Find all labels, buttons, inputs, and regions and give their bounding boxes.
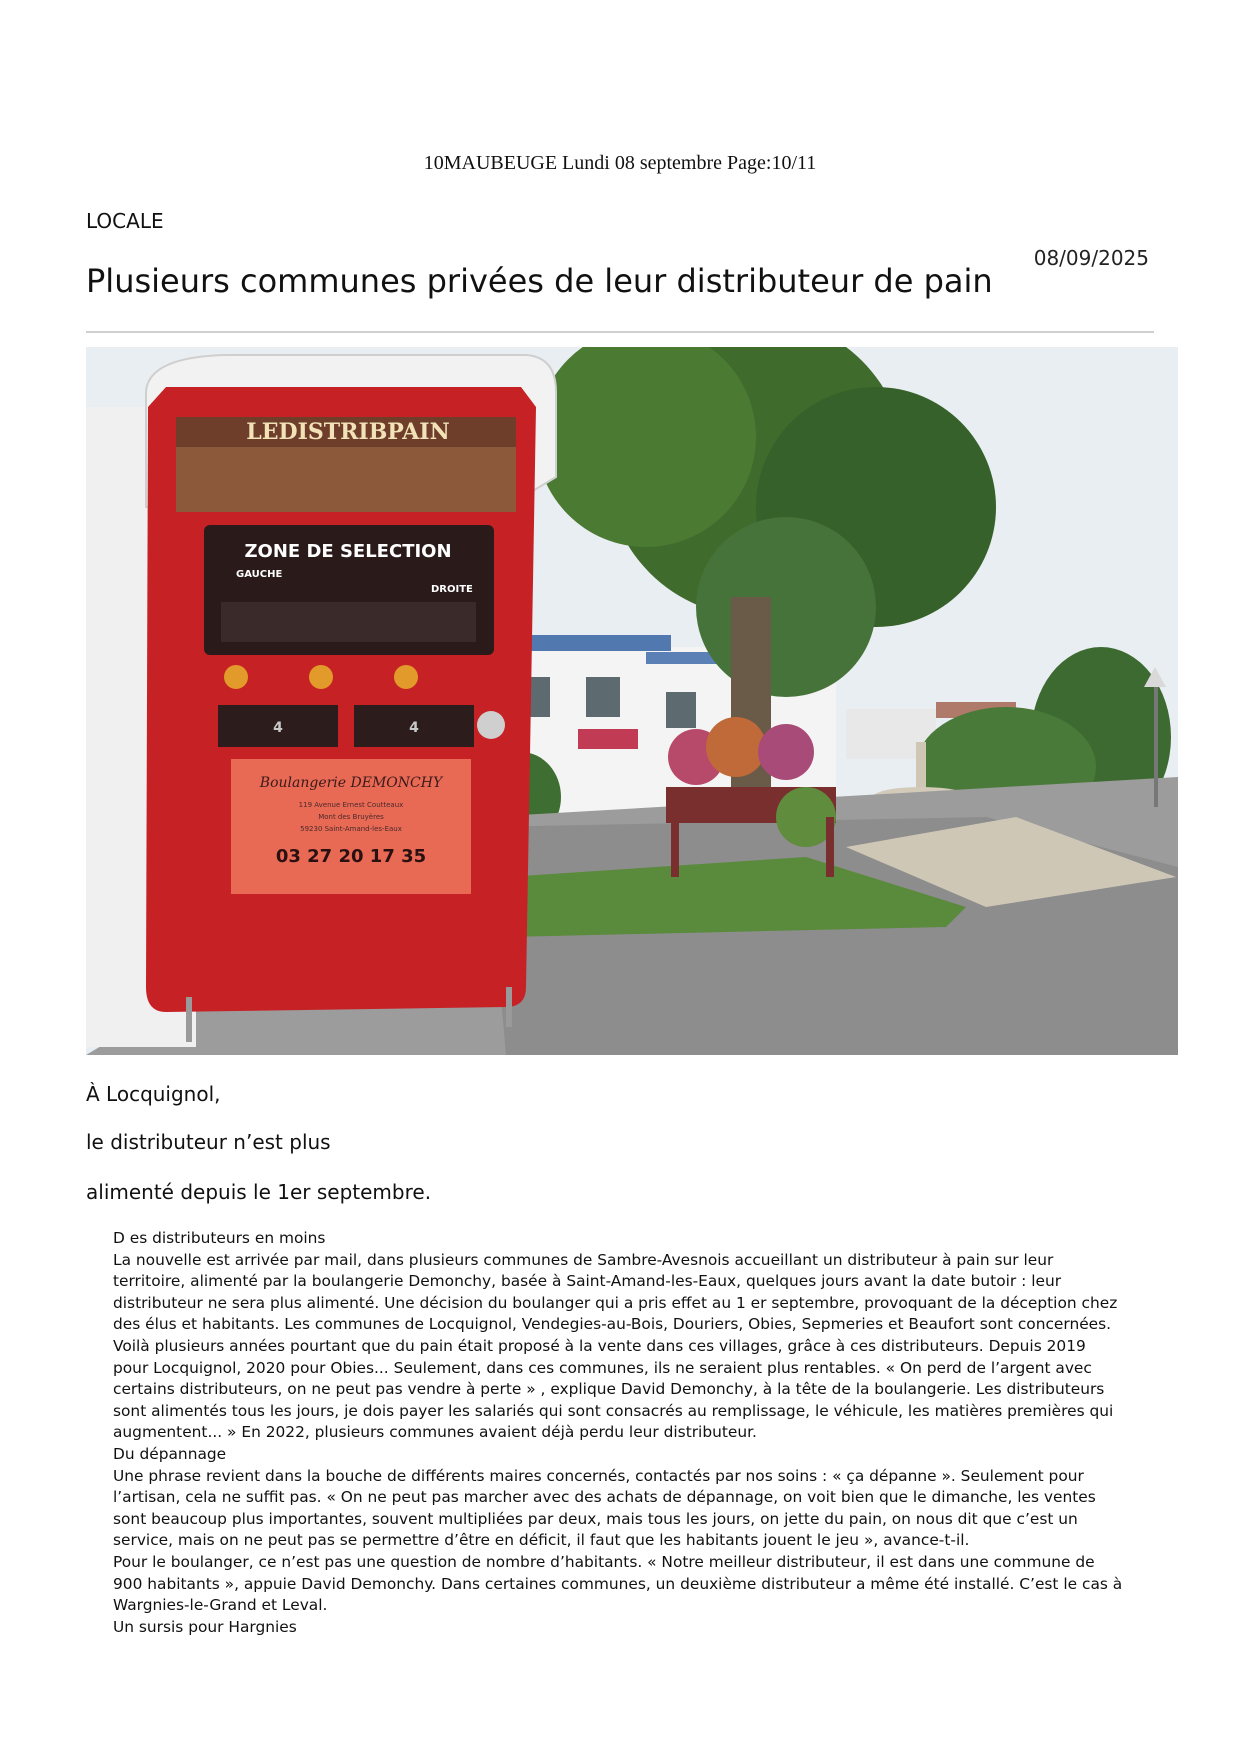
body-paragraph: Voilà plusieurs années pourtant que du pain était proposé à la vente dans ces villages, grâce à ces distributeurs. Depuis 2019 pour Locquignol, 2020 pour Obies... Seulement, dans ces communes, ils ne seraient plus rentables. « On perd de l’argent avec certains distributeurs, on ne peut pas vendre à perte » , explique David Demonchy, à la tête de la boulangerie. Les distributeurs sont alimentés tous les jours, je dois payer les salariés qui sont consacrés au remplissage, le véhicule, les matières premières qui augmentent... » En 2022, plusieurs communes avaient déjà perdu leur distributeur. (113, 1336, 1114, 1442)
subheading-distributeurs: D es distributeurs en moins (113, 1229, 326, 1247)
body-paragraph: Une phrase revient dans la bouche de différents maires concernés, contactés par nos soins : « ça dépanne ». Seulement pour l’artisan, cela ne suffit pas. « On ne peut pas marcher avec des achats de dépannage, on voit bien que le dimanche, les ventes sont beaucoup plus importantes, souvent multipliées par deux, mais tous les jours, on jette du pain, on nous dit que c’est un service, mais on ne peut pas se permettre d’être en déficit, il faut que les habitants jouent le jeu », avance-t-il. (113, 1466, 1096, 1550)
machine-banner: LEDISTRIBPAIN (246, 419, 450, 445)
panel-address-1: 119 Avenue Ernest Coutteaux (298, 801, 404, 809)
panel-address-2: Mont des Bruyères (318, 813, 384, 821)
body-paragraph: Pour le boulanger, ce n’est pas une question de nombre d’habitants. « Notre meilleur distributeur, il est dans une commune de 900 habitants », appuie David Demonchy. Dans certaines communes, un deuxième distributeur a même été installé. C’est le cas à Wargnies-le-Grand et Leval. (113, 1552, 1123, 1615)
lede-line-2: le distributeur n’est plus (86, 1130, 331, 1154)
article-title: Plusieurs communes privées de leur distributeur de pain (86, 262, 993, 300)
article-date: 08/09/2025 (1033, 246, 1149, 270)
article-body (113, 1228, 1123, 1638)
left-slot-number: 4 (273, 720, 283, 736)
screen-heading: ZONE DE SELECTION (244, 541, 452, 562)
panel-address-3: 59230 Saint-Amand-les-Eaux (300, 825, 402, 833)
section-label: LOCALE (86, 209, 164, 233)
screen-right-label: DROITE (431, 584, 473, 595)
panel-bakery-name: Boulangerie DEMONCHY (259, 775, 443, 791)
body-paragraph: La nouvelle est arrivée par mail, dans plusieurs communes de Sambre-Avesnois accueillant un distributeur à pain sur leur territoire, alimenté par la boulangerie Demonchy, basée à Saint-Amand-les-Eaux, quelques jours avant la date butoir : leur distributeur ne sera plus alimenté. Une décision du boulanger qui a pris effet au 1 er septembre, provoquant de la déception chez des élus et habitants. Les communes de Locquignol, Vendegies-au-Bois, Douriers, Obies, Sepmeries et Beaufort sont concernées. (113, 1250, 1118, 1334)
title-divider (86, 331, 1154, 333)
page-header: 10MAUBEUGE Lundi 08 septembre Page:10/11 (423, 152, 817, 174)
screen-left-label: GAUCHE (236, 569, 283, 580)
subheading-depannage: Du dépannage (113, 1444, 227, 1463)
subheading-sursis: Un sursis pour Hargnies (113, 1617, 297, 1636)
lede-line-3: alimenté depuis le 1er septembre. (86, 1180, 432, 1204)
lede-line-1: À Locquignol, (86, 1082, 221, 1106)
right-slot-number: 4 (409, 720, 419, 736)
article-photo (86, 347, 1178, 1055)
panel-phone: 03 27 20 17 35 (275, 846, 427, 867)
